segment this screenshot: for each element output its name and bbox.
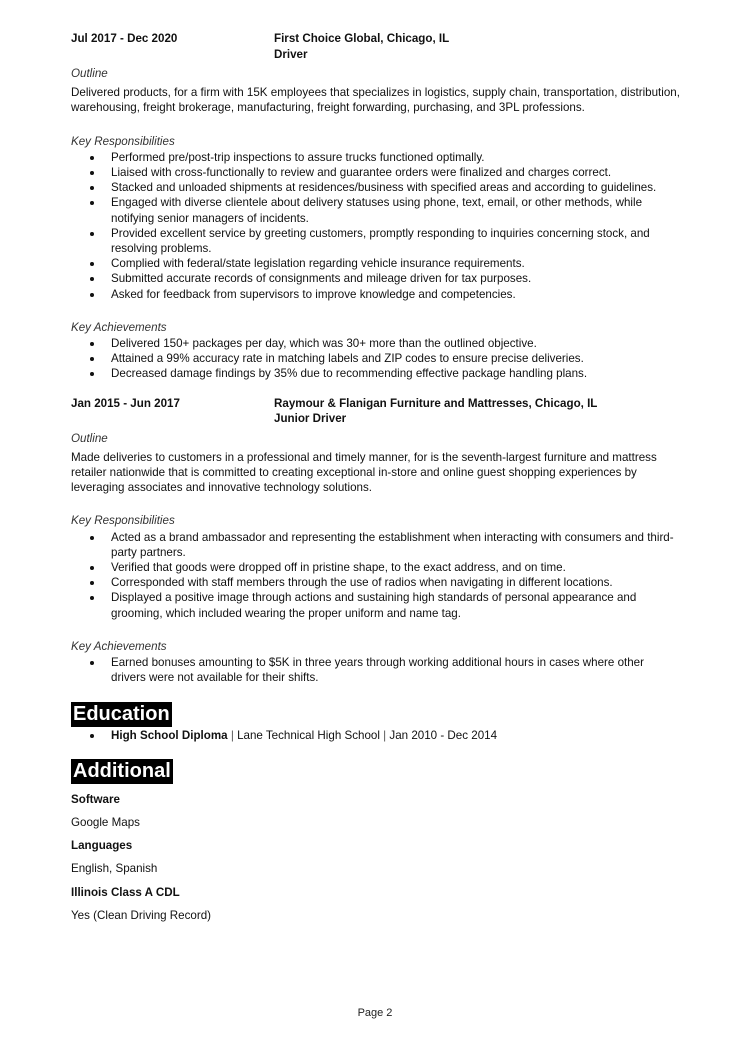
list-item: Decreased damage findings by 35% due to recommending effective package handling plans.: [71, 366, 681, 381]
list-item: Stacked and unloaded shipments at residences/business with specified areas and according to guidelines.: [71, 180, 681, 195]
responsibilities-label: Key Responsibilities: [71, 514, 175, 528]
list-item: Displayed a positive image through actions and sustaining high standards of personal appearance and grooming, which included wearing the proper uniform and name tag.: [71, 590, 681, 620]
additional-value: English, Spanish: [71, 862, 158, 876]
additional-label: Languages: [71, 839, 133, 853]
job-dates: Jan 2015 - Jun 2017: [71, 396, 180, 410]
page-number: Page 2: [357, 1007, 393, 1019]
outline-text: Made deliveries to customers in a professional and timely manner, for is the seventh-largest furniture and mattress retailer nationwide that is committed to creating exceptional in-store and online guest shopping experiences by leveraging associates and innovative technology solutions.: [71, 450, 657, 495]
job-entry: [71, 396, 681, 686]
education-dates: Jan 2010 - Dec 2014: [389, 728, 498, 742]
list-item: Attained a 99% accuracy rate in matching labels and ZIP codes to ensure precise deliveries.: [71, 351, 681, 366]
achievements-label: Key Achievements: [71, 320, 167, 334]
list-item: Earned bonuses amounting to $5K in three years through working additional hours in cases where other drivers were not available for their shifts.: [71, 655, 681, 685]
resume-content: [71, 31, 681, 923]
education-separator: |: [227, 728, 238, 742]
additional-label: Software: [71, 792, 120, 806]
job-header: [71, 31, 681, 62]
list-item: Performed pre/post-trip inspections to assure trucks functioned optimally.: [71, 150, 681, 165]
outline-text: Delivered products, for a firm with 15K employees that specializes in logistics, supply chain, transportation, distribution, warehousing, freight brokerage, manufacturing, freight forwarding, purchasing, and 3PL professions.: [71, 86, 680, 115]
job-header: [71, 396, 681, 427]
education-school: Lane Technical High School: [237, 728, 380, 742]
achievements-list: [71, 336, 681, 382]
responsibilities-label: Key Responsibilities: [71, 134, 175, 148]
education-item: [71, 728, 681, 743]
outline-label: Outline: [71, 431, 108, 445]
job-company: Raymour & Flanigan Furniture and Mattresses, Chicago, IL: [274, 396, 598, 410]
list-item: Engaged with diverse clientele about delivery statuses using phone, text, email, or other methods, while notifying senior managers of incidents.: [71, 195, 681, 225]
achievements-label: Key Achievements: [71, 639, 167, 653]
list-item: Corresponded with staff members through the use of radios when navigating in different locations.: [71, 575, 681, 590]
job-entry: [71, 31, 681, 382]
list-item: Delivered 150+ packages per day, which was 30+ more than the outlined objective.: [71, 336, 681, 351]
additional-value: Google Maps: [71, 815, 140, 829]
list-item: Asked for feedback from supervisors to improve knowledge and competencies.: [71, 287, 681, 302]
responsibilities-list: [71, 530, 681, 621]
job-info: [274, 31, 681, 62]
job-title: Junior Driver: [274, 412, 347, 426]
list-item: Submitted accurate records of consignments and mileage driven for tax purposes.: [71, 271, 681, 286]
list-item: Verified that goods were dropped off in pristine shape, to the exact address, and on time.: [71, 560, 681, 575]
education-section: [71, 686, 681, 743]
job-info: [274, 396, 681, 427]
additional-label: Illinois Class A CDL: [71, 885, 180, 899]
list-item: Acted as a brand ambassador and representing the establishment when interacting with consumers and third-party partners.: [71, 530, 681, 560]
section-heading-education: Education: [73, 702, 170, 725]
education-list: [71, 728, 681, 743]
list-item: Complied with federal/state legislation regarding vehicle insurance requirements.: [71, 256, 681, 271]
list-item: Provided excellent service by greeting customers, promptly responding to inquiries concerning stock, and resolving problems.: [71, 226, 681, 256]
achievements-list: [71, 655, 681, 685]
additional-section: [71, 743, 681, 923]
section-heading-additional: Additional: [73, 759, 171, 782]
list-item: Liaised with cross-functionally to review and guarantee orders were finalized and charges correct.: [71, 165, 681, 180]
education-degree: High School Diploma: [111, 728, 228, 742]
outline-label: Outline: [71, 67, 108, 80]
job-dates: Jul 2017 - Dec 2020: [71, 32, 178, 45]
job-title: Driver: [274, 47, 308, 61]
additional-value: Yes (Clean Driving Record): [71, 908, 212, 922]
job-company: First Choice Global, Chicago, IL: [274, 32, 450, 45]
education-separator: |: [379, 728, 390, 742]
responsibilities-list: [71, 150, 681, 302]
